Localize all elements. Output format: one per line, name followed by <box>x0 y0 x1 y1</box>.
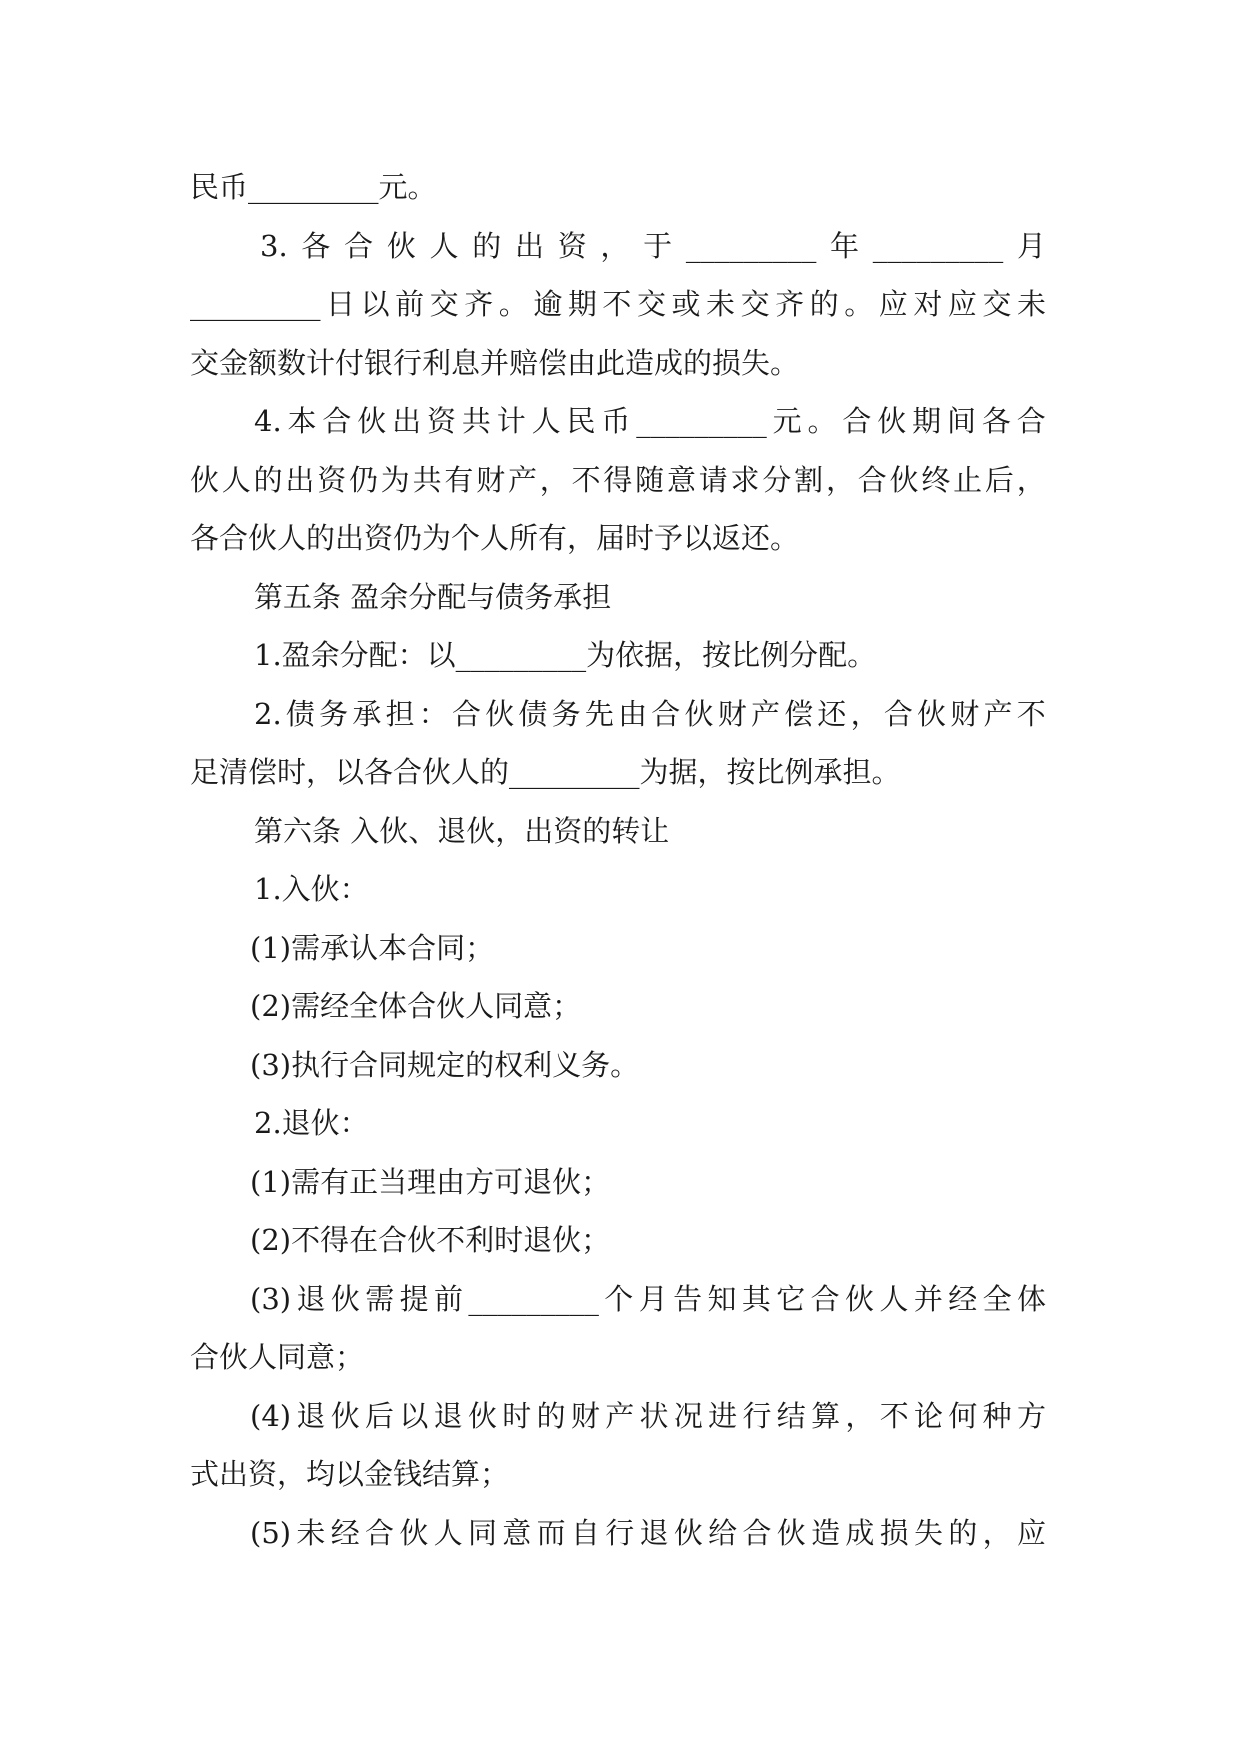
text-line: 1.入伙： <box>254 872 369 906</box>
text-line: (3)执行合同规定的权利义务。 <box>250 1047 640 1082</box>
text-line: (1)需承认本合同； <box>250 930 495 965</box>
text-line: (3) 退 伙 需 提 前 _________ 个 月 告 知 其 它 合 伙 人 并 经 全 体 <box>250 1281 1046 1316</box>
section-heading: 第五条 盈余分配与债务承担 <box>254 579 612 614</box>
text-line: 4. 本 合 伙 出 资 共 计 人 民 币 _________ 元 。 合 伙 期 间 各 合 <box>254 404 1046 438</box>
text-line: (1)需有正当理由方可退伙； <box>250 1164 611 1199</box>
text-line: (2)需经全体合伙人同意； <box>250 989 582 1023</box>
text-line: (5) 未 经 合 伙 人 同 意 而 自 行 退 伙 给 合 伙 造 成 损 失 的 ， 应 <box>250 1515 1046 1550</box>
text-line: 2. 债 务 承 担 ： 合 伙 债 务 先 由 合 伙 财 产 偿 还 ， 合 伙 财 产 不 <box>254 696 1046 731</box>
text-line: 1.盈余分配：以_________为依据，按比例分配。 <box>254 638 877 672</box>
text-line: 各合伙人的出资仍为个人所有，届时予以返还。 <box>190 521 800 555</box>
text-line: (2)不得在合伙不利时退伙； <box>250 1223 611 1257</box>
document-body <box>190 158 1046 1562</box>
text-line: _________ 日 以 前 交 齐 。 逾 期 不 交 或 未 交 齐 的 。 应 对 应 交 未 <box>190 287 1046 321</box>
text-line: 民币_________元。 <box>190 170 437 204</box>
text-line: 3. 各 合 伙 人 的 出 资 ， 于 _________ 年 _________ 月 <box>260 228 1046 263</box>
section-heading: 第六条 入伙、退伙，出资的转让 <box>254 813 670 848</box>
text-line: (4) 退 伙 后 以 退 伙 时 的 财 产 状 况 进 行 结 算 ， 不 论 何 种 方 <box>250 1398 1046 1433</box>
text-line: 2.退伙： <box>254 1106 369 1140</box>
text-line: 伙 人 的 出 资 仍 为 共 有 财 产 ， 不 得 随 意 请 求 分 割 ， 合 伙 终 止 后 ， <box>190 462 1046 497</box>
text-line: 式出资，均以金钱结算； <box>190 1457 510 1491</box>
text-line: 合伙人同意； <box>190 1340 365 1374</box>
text-line: 足清偿时，以各合伙人的_________为据，按比例承担。 <box>190 755 901 789</box>
text-line: 交金额数计付银行利息并赔偿由此造成的损失。 <box>190 345 800 380</box>
